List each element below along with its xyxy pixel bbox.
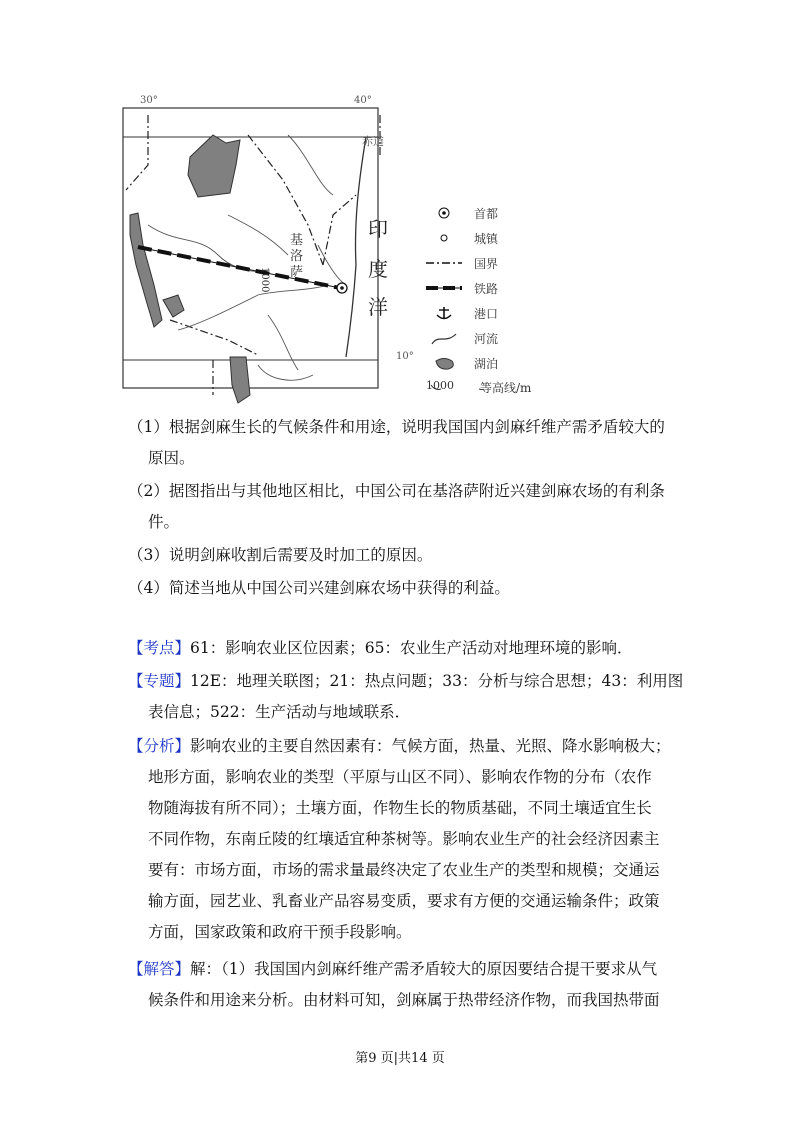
fenxi-line: 不同作物，东南丘陵的红壤适宜种茶树等。影响农业生产的社会经济因素主 [148, 830, 660, 848]
fenxi-line: 影响农业的主要自然因素有：气候方面，热量、光照、降水影响极大； [190, 737, 671, 755]
contour-value-label: 1000 [259, 267, 270, 293]
fenxi-line: 地形方面，影响农业的类型（平原与山区不同）、影响农作物的分布（农作 [148, 768, 652, 786]
fenxi-line: 物随海拔有所不同）；土壤方面，作物生长的物质基础，不同土壤适宜生长 [148, 799, 652, 817]
fenxi-line: 方面，国家政策和政府干预手段影响。 [148, 923, 412, 941]
border-icon [424, 255, 464, 271]
river-icon [424, 330, 464, 346]
lake-icon [424, 355, 464, 371]
city-label-2: 洛 [290, 249, 304, 264]
jieda-section [128, 954, 688, 1016]
kaodian-section [128, 633, 688, 664]
kaodian-text: 61：影响农业区位因素；65：农业生产活动对地理环境的影响． [190, 639, 633, 657]
zhuanti-line: 12E：地理关联图；21：热点问题；33：分析与综合思想；43：利用图 [190, 672, 684, 690]
question-line: （1）根据剑麻生长的气候条件和用途，说明我国国内剑麻纤维产需矛盾较大的 [128, 418, 665, 436]
jieda-line: 候条件和用途来分析。由材料可知，剑麻属于热带经济作物，而我国热带面 [148, 991, 660, 1009]
map-figure [118, 95, 568, 405]
zhuanti-section [128, 666, 688, 728]
legend-label: 铁路 [474, 282, 499, 296]
legend-label: 国界 [474, 257, 499, 271]
question-line: （3）说明剑麻收割后需要及时加工的原因。 [128, 546, 433, 564]
zhuanti-tag: 【专题】 [128, 672, 191, 690]
legend-label: 河流 [474, 332, 499, 346]
contour-legend-value: 1000 [426, 379, 454, 392]
kaodian-tag: 【考点】 [128, 639, 191, 657]
question-3 [128, 540, 688, 571]
ocean-label-1: 印 [368, 217, 388, 241]
railway-icon [424, 280, 464, 296]
map-drawing [118, 95, 568, 405]
question-line: 原因。 [148, 449, 195, 467]
legend-label: 湖泊 [474, 357, 499, 371]
legend-label: 城镇 [474, 232, 499, 246]
legend-label: 港口 [474, 307, 499, 321]
fenxi-line: 要有：市场方面，市场的需求量最终决定了农业生产的类型和规模；交通运 [148, 861, 660, 879]
question-4 [128, 573, 688, 604]
latitude-10-label: 10° [396, 351, 414, 362]
question-line: （4）简述当地从中国公司兴建剑麻农场中获得的利益。 [128, 579, 510, 597]
page-footer: 第9 页|共14 页 [355, 1051, 445, 1066]
city-label-3: 萨 [290, 265, 304, 280]
legend-label: 首都 [474, 207, 499, 221]
jieda-tag: 【解答】 [128, 960, 191, 978]
question-line: （2）据图指出与其他地区相比，中国公司在基洛萨附近兴建剑麻农场的有利条 [128, 482, 665, 500]
city-label-1: 基 [290, 233, 304, 248]
zhuanti-line: 表信息；522：生产活动与地域联系． [148, 703, 411, 721]
ocean-label-3: 洋 [368, 295, 388, 319]
question-1 [128, 412, 688, 474]
town-icon [424, 230, 464, 246]
longitude-40-label: 40° [354, 95, 372, 106]
port-icon [424, 305, 464, 321]
fenxi-line: 输方面，园艺业、乳畜业产品容易变质，要求有方便的交通运输条件；政策 [148, 892, 660, 910]
question-2 [128, 476, 688, 538]
ocean-label-2: 度 [368, 257, 388, 281]
fenxi-tag: 【分析】 [128, 737, 191, 755]
jieda-line: 解：（1）我国国内剑麻纤维产需矛盾较大的原因要结合提干要求从气 [190, 960, 658, 978]
question-line: 件。 [148, 513, 180, 531]
capital-icon [424, 205, 464, 221]
legend-label: 等高线/m [480, 381, 532, 395]
longitude-30-label: 30° [140, 95, 158, 106]
fenxi-section [128, 731, 688, 948]
equator-label: 赤道 [362, 135, 384, 148]
